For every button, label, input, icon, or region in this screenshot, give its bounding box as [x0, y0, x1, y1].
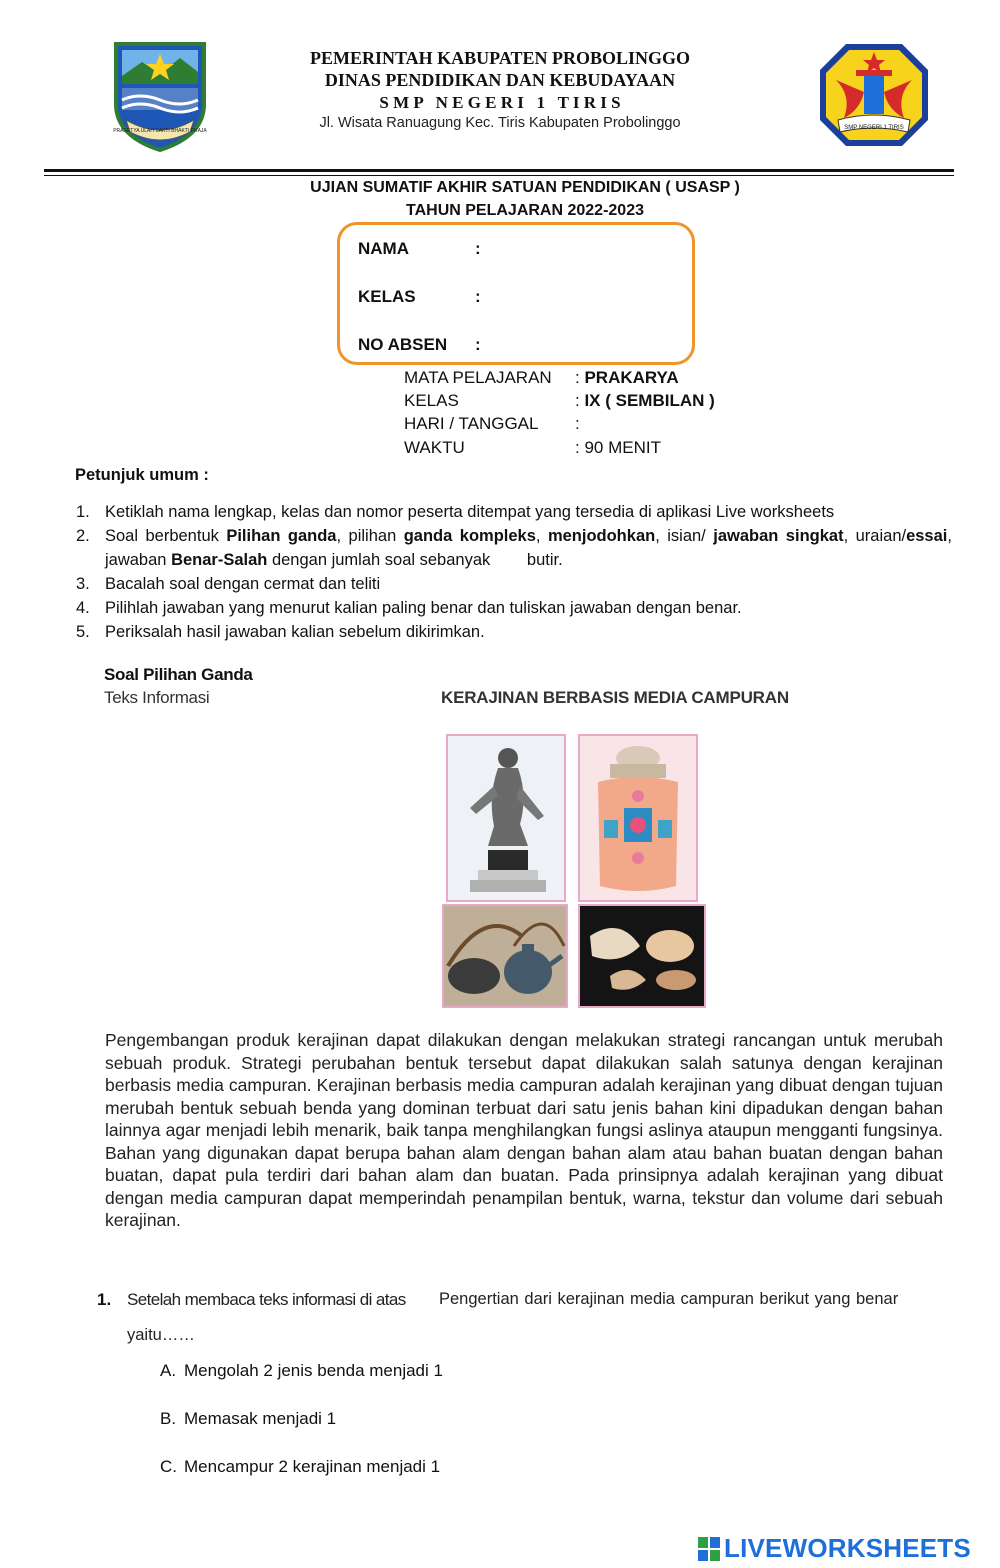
left-logo-motto: PRASETYA ULAH SAKTI BHAKTI PRAJA [113, 128, 207, 134]
instruction-item [76, 596, 952, 620]
meta-class-label: KELAS [404, 391, 459, 410]
answer-option-c[interactable] [160, 1457, 440, 1477]
identity-absen-colon: : [475, 335, 481, 354]
meta-subject-value: : PRAKARYA [575, 368, 679, 387]
meta-time-label: WAKTU [404, 438, 465, 457]
header-department: DINAS PENDIDIKAN DAN KEBUDAYAAN [324, 70, 676, 90]
identity-name-label: NAMA [358, 239, 409, 258]
identity-absen-label: NO ABSEN [358, 335, 448, 354]
seashell-craft-photo [578, 904, 706, 1008]
instruction-fragment: , pilihan [336, 527, 404, 545]
information-paragraph: Pengembangan produk kerajinan dapat dilakukan dengan melakukan strategi rancangan untuk merubah sebuah produk. Strategi perubahan bentuk tersebut dapat dilakukan salah satunya dengan kerajinan berbasis media campuran. Kerajinan berbasis media campuran adalah kerajinan yang dibuat dengan tujuan merubah bentuk sebuah benda yang dominan terbuat dari satu jenis bahan kini dipadukan dengan bahan lainnya agar menjadi lebih menarik, baik tanpa menghilangkan fungsi aslinya ataupun mengganti fungsinya. Bahan yang digunakan dapat berupa bahan alam dengan bahan alam atau bahan buatan dengan bahan buatan, dapat pula terdiri dari bahan alam dan buatan. Pada prinsipnya adalah kerajinan yang dibuat dengan media campuran dapat memperindah penampilan bentuk, warna, tekstur dan volume dari sebuah kerajinan. [105, 1030, 943, 1230]
instruction-text [105, 596, 952, 620]
meta-date-value: : [575, 414, 580, 433]
answer-option-b[interactable] [160, 1409, 336, 1429]
instruction-bold-term: Pilihan ganda [226, 527, 337, 545]
instruction-bold-term: Benar-Salah [171, 551, 268, 569]
instruction-bold-term: menjodohkan [547, 527, 656, 545]
option-letter: C. [160, 1457, 177, 1476]
identity-class-label: KELAS [358, 287, 416, 306]
craft-photo-collage [440, 722, 720, 1010]
right-logo-caption: SMP NEGERI 1 TIRIS [844, 125, 904, 131]
section-topic: KERAJINAN BERBASIS MEDIA CAMPURAN [441, 688, 789, 707]
instruction-item [76, 572, 952, 596]
instruction-fragment: Bacalah soal dengan cermat dan teliti [105, 575, 381, 593]
meta-subject-label: MATA PELAJARAN [404, 368, 552, 387]
option-text: Mencampur 2 kerajinan menjadi 1 [184, 1457, 441, 1476]
liveworksheets-brand: LIVEWORKSHEETS [724, 1533, 971, 1563]
section-subtitle: Teks Informasi [104, 688, 210, 707]
question-number: 1. [97, 1290, 112, 1309]
header-address: Jl. Wisata Ranuagung Kec. Tiris Kabupaten Probolinggo [319, 115, 681, 131]
regency-emblem-logo [112, 40, 208, 154]
exam-title: UJIAN SUMATIF AKHIR SATUAN PENDIDIKAN ( USASP ) [310, 179, 740, 196]
instruction-text [105, 620, 952, 644]
instruction-item [76, 524, 957, 572]
instruction-text [105, 500, 952, 524]
question-text: Pengertian dari kerajinan media campuran berikut yang benar [439, 1290, 899, 1308]
instruction-text [105, 524, 957, 572]
meta-class-value: : IX ( SEMBILAN ) [575, 391, 715, 410]
option-letter: B. [160, 1409, 177, 1428]
instruction-fragment: Periksalah hasil jawaban kalian sebelum dikirimkan. [105, 623, 485, 641]
instruction-bold-term: ganda kompleks [403, 527, 536, 545]
instruction-bold-term: essai [906, 527, 948, 545]
meta-time-value: : 90 MENIT [575, 438, 661, 457]
instruction-fragment: , [535, 527, 548, 545]
instruction-item [76, 500, 952, 524]
teapot-basket-photo [442, 904, 568, 1008]
header-divider-thin [44, 175, 954, 176]
instruction-number: 1. [76, 503, 90, 521]
instruction-fragment: , jawaban [105, 527, 957, 569]
decorated-jar-photo [578, 734, 698, 902]
instruction-fragment: , uraian/ [843, 527, 907, 545]
liveworksheets-badge-icon [698, 1537, 720, 1561]
answer-option-a[interactable] [160, 1361, 443, 1381]
question-text-lead: Setelah membaca teks informasi di atas [127, 1290, 406, 1309]
instruction-number: 3. [76, 575, 90, 593]
instruction-number: 2. [76, 527, 90, 545]
instruction-text [105, 572, 952, 596]
instruction-fragment: Soal berbentuk [105, 527, 227, 545]
option-letter: A. [160, 1361, 177, 1380]
school-emblem-logo [816, 40, 932, 150]
option-text: Memasak menjadi 1 [184, 1409, 337, 1428]
instruction-bold-term: jawaban singkat [713, 527, 844, 545]
instruction-fragment: dengan jumlah soal sebanyak butir. [267, 551, 563, 569]
identity-class-colon: : [475, 287, 481, 306]
instruction-number: 4. [76, 599, 90, 617]
instruction-item [76, 620, 952, 644]
identity-name-colon: : [475, 239, 481, 258]
instructions-heading: Petunjuk umum : [75, 466, 209, 484]
instruction-fragment: , isian/ [655, 527, 714, 545]
liveworksheets-watermark[interactable] [698, 1533, 996, 1565]
header-school: S M P N E G E R I 1 T I R I S [379, 93, 621, 112]
meta-date-label: HARI / TANGGAL [404, 414, 539, 433]
instruction-fragment: Ketiklah nama lengkap, kelas dan nomor peserta ditempat yang tersedia di aplikasi Live worksheets [105, 503, 835, 521]
option-text: Mengolah 2 jenis benda menjadi 1 [184, 1361, 443, 1380]
header-government: PEMERINTAH KABUPATEN PROBOLINGGO [309, 48, 691, 68]
instruction-number: 5. [76, 623, 90, 641]
instruction-fragment: Pilihlah jawaban yang menurut kalian paling benar dan tuliskan jawaban dengan benar. [105, 599, 742, 617]
exam-year: TAHUN PELAJARAN 2022-2023 [406, 202, 644, 219]
section-title: Soal Pilihan Ganda [104, 665, 253, 684]
question-text-end: yaitu…… [127, 1326, 195, 1344]
wayang-trophy-photo [446, 734, 566, 902]
header-divider-thick [44, 169, 954, 172]
